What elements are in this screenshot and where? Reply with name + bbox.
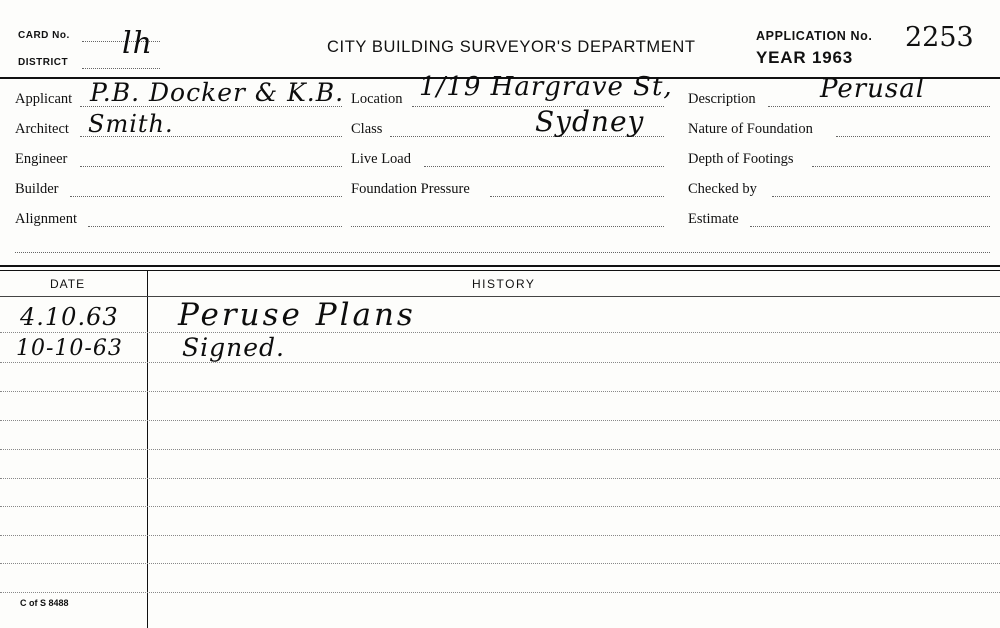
engineer-label: Engineer <box>15 151 68 167</box>
description-label: Description <box>688 91 756 107</box>
location-value: 1/19 Hargrave St, <box>419 72 673 102</box>
application-no-value: 2253 <box>905 22 974 53</box>
history-line <box>0 362 1000 363</box>
district-label: DISTRICT <box>18 57 69 68</box>
location-value-2: Sydney <box>535 105 645 138</box>
history-line <box>0 391 1000 392</box>
alignment-label: Alignment <box>15 211 78 227</box>
district-line <box>82 68 160 69</box>
history-line <box>0 478 1000 479</box>
application-no-label: APPLICATION No. <box>756 29 873 43</box>
form-code: C of S 8488 <box>20 598 69 608</box>
estimate-line <box>750 226 990 227</box>
builder-label: Builder <box>15 181 59 197</box>
department-title: CITY BUILDING SURVEYOR'S DEPARTMENT <box>327 38 696 56</box>
alignment-line <box>88 226 342 227</box>
applicant-label: Applicant <box>15 91 73 107</box>
year-label: YEAR 1963 <box>756 48 853 67</box>
history-entry-text: Peruse Plans <box>178 297 416 333</box>
history-line <box>0 506 1000 507</box>
fields-bottom-line <box>15 252 990 253</box>
history-line <box>0 449 1000 450</box>
applicant-value: P.B. Docker & K.B. <box>90 78 345 107</box>
history-line <box>0 332 1000 333</box>
history-line <box>0 592 1000 593</box>
class-label: Class <box>351 121 383 137</box>
location-label: Location <box>351 91 403 107</box>
live-load-line <box>424 166 664 167</box>
history-entry-text: Signed. <box>182 333 285 362</box>
checked-by-line <box>772 196 990 197</box>
history-line <box>0 563 1000 564</box>
live-load-label: Live Load <box>351 151 411 167</box>
nature-of-foundation-label: Nature of Foundation <box>688 121 813 137</box>
history-entry-date: 4.10.63 <box>20 303 119 331</box>
depth-of-footings-line <box>812 166 990 167</box>
column-2-blank-line <box>351 226 664 227</box>
history-line <box>0 420 1000 421</box>
builder-line <box>70 196 342 197</box>
description-value: Perusal <box>820 74 926 104</box>
depth-of-footings-label: Depth of Footings <box>688 151 794 167</box>
foundation-pressure-label: Foundation Pressure <box>351 181 470 197</box>
history-line <box>0 535 1000 536</box>
foundation-pressure-line <box>490 196 664 197</box>
history-rule-top-2 <box>0 270 1000 271</box>
estimate-label: Estimate <box>688 211 739 227</box>
architect-value: Smith. <box>88 110 174 138</box>
description-line <box>768 106 990 107</box>
history-header: HISTORY <box>472 277 536 291</box>
history-header-line <box>0 296 1000 297</box>
architect-label: Architect <box>15 121 69 137</box>
nature-of-foundation-line <box>836 136 990 137</box>
card-no-label: CARD No. <box>18 30 70 41</box>
date-header: DATE <box>50 277 86 291</box>
checked-by-label: Checked by <box>688 181 757 197</box>
district-value: lh <box>122 26 153 61</box>
history-rule-top <box>0 265 1000 267</box>
engineer-line <box>80 166 342 167</box>
history-entry-date: 10-10-63 <box>16 336 123 361</box>
